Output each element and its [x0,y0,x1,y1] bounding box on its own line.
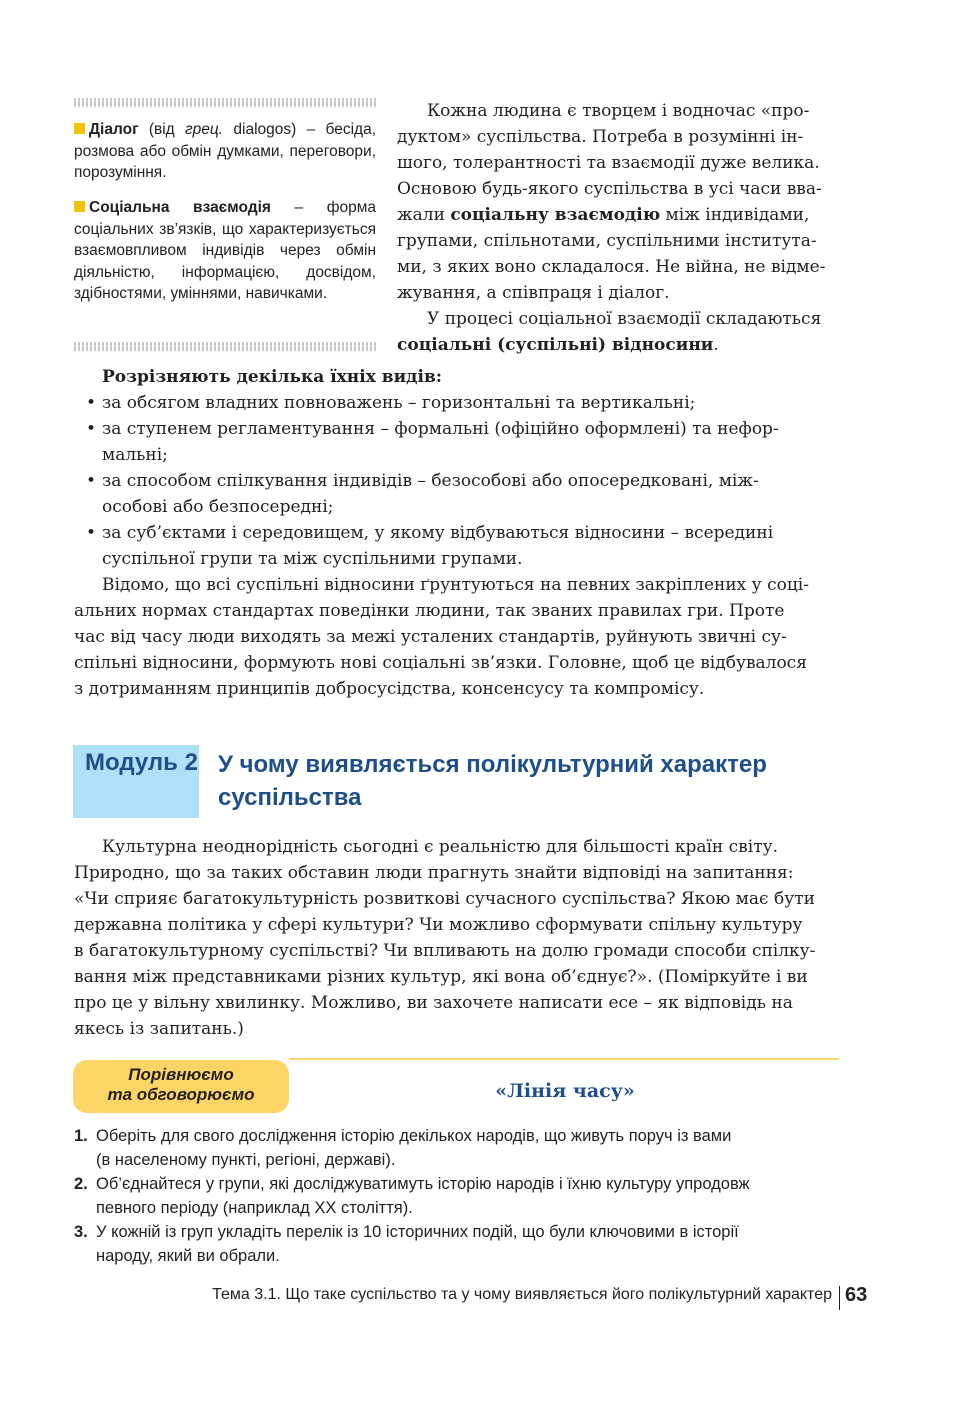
kinds-section [74,364,840,572]
list-item: 3. У кожній із груп укладіть перелік із 10 історичних подій, що були ключовими в історії народу, який ви обрали. [74,1223,739,1265]
glossary-top-divider [74,98,376,107]
relations-paragraph: Відомо, що всі суспільні відносини ґрунтуються на певних закріплених у соці- альних нормах стандартах поведінки людини, так званих правилах гри. Проте час від часу люди виходять за межі усталених стандартів, руйнують звичні су- спільні відносини, формують нові соціальні зв’язки. Головне, щоб це відбувалося з дотриманням принципів добросусідства, консенсусу та компромісу. [74,575,809,699]
glossary-entry-social-interaction: Соціальна взаємодія – форма соціальних зв’язків, що характеризується взаємовпливом індивідів через обмін діяльністю, інформацією, досвідом, здібностями, уміннями, навичками. [74,199,376,302]
term-social-interaction: соціальну взаємодію [450,205,661,225]
activity-title: «Лінія часу» [495,1080,635,1102]
kinds-list [74,390,840,572]
module-label-box [73,745,199,818]
yellow-square-icon [74,123,85,134]
activity-badge: Порівнюємо та обговорюємо [73,1060,289,1113]
list-item: • за ступенем регламентування – формальні (офіційно оформлені) та нефор- мальні; [74,416,840,468]
term-social-relations: соціальні (суспільні) відносини [397,335,714,355]
page-number: 63 [845,1284,868,1306]
footer-separator [839,1286,840,1310]
list-item: • за суб’єктами і середовищем, у якому відбуваються відносини – всередині суспільної групи та між суспільними групами. [74,520,840,572]
glossary-bottom-divider [74,342,376,351]
glossary-term: Соціальна взаємодія [89,199,271,216]
bullet-icon: • [86,471,97,491]
activity-divider [289,1058,839,1060]
yellow-square-icon [74,201,85,212]
list-item: 2. Об’єднайтеся у групи, які досліджуватимуть історію народів і їхню культуру упродовж певного періоду (наприклад XX століття). [74,1175,750,1217]
culture-paragraph: Культурна неоднорідність сьогодні є реальністю для більшості країн світу. Природно, що за таких обставин люди прагнуть знайти відповіді на запитання: «Чи сприяє багатокультурність розвиткові сучасного суспільства? Якою має бути державна політика у сфері культури? Чи можливо сформувати спільну культуру в багатокультурному суспільстві? Чи впливають на долю громади способи спілку- вання між представниками різних культур, які вона об’єднує?». (Поміркуйте і ви про це у вільну хвилинку. Можливо, ви захочете написати есе – як відповідь на якесь із запитань.) [74,837,816,1039]
module-title: У чому виявляється полікультурний характер суспільства [218,751,767,811]
list-item: • за обсягом владних повноважень – горизонтальні та вертикальні; [74,390,840,416]
list-item: • за способом спілкування індивідів – безособові або опосередковані, між- особові або безпосередні; [74,468,840,520]
bullet-icon: • [86,523,97,543]
module-label: Модуль 2 [85,749,198,776]
bullet-icon: • [86,393,97,413]
glossary-term: Діалог [89,121,139,138]
bullet-icon: • [86,419,97,439]
kinds-heading: Розрізняють декілька їхніх видів: [102,367,443,387]
intro-paragraph: Кожна людина є творцем і водночас «про- дуктом» суспільства. Потреба в розумінні ін- шого, толерантності та взаємодії дуже велика. Основою будь-якого суспільства в усі часи вва- жали соціальну взаємодію між індивідами, групами, спільнотами, суспільними інститута- ми, з яких воно складалося. Не війна, не відме- жування, а співпраця і діалог. У процесі соціальної взаємодії складаються соціальні (суспільні) відносини. [397,101,826,355]
glossary-entry-dialog: Діалог (від грец. dialogos) – бесіда, розмова або обмін думками, переговори, порозуміння. [74,121,376,181]
list-item: 1. Оберіть для свого дослідження історію декількох народів, що живуть поруч із вами (в населеному пункті, регіоні, державі). [74,1127,732,1169]
task-list [74,1124,840,1268]
running-footer: Тема 3.1. Що таке суспільство та у чому виявляється його полікультурний характер [212,1286,832,1303]
